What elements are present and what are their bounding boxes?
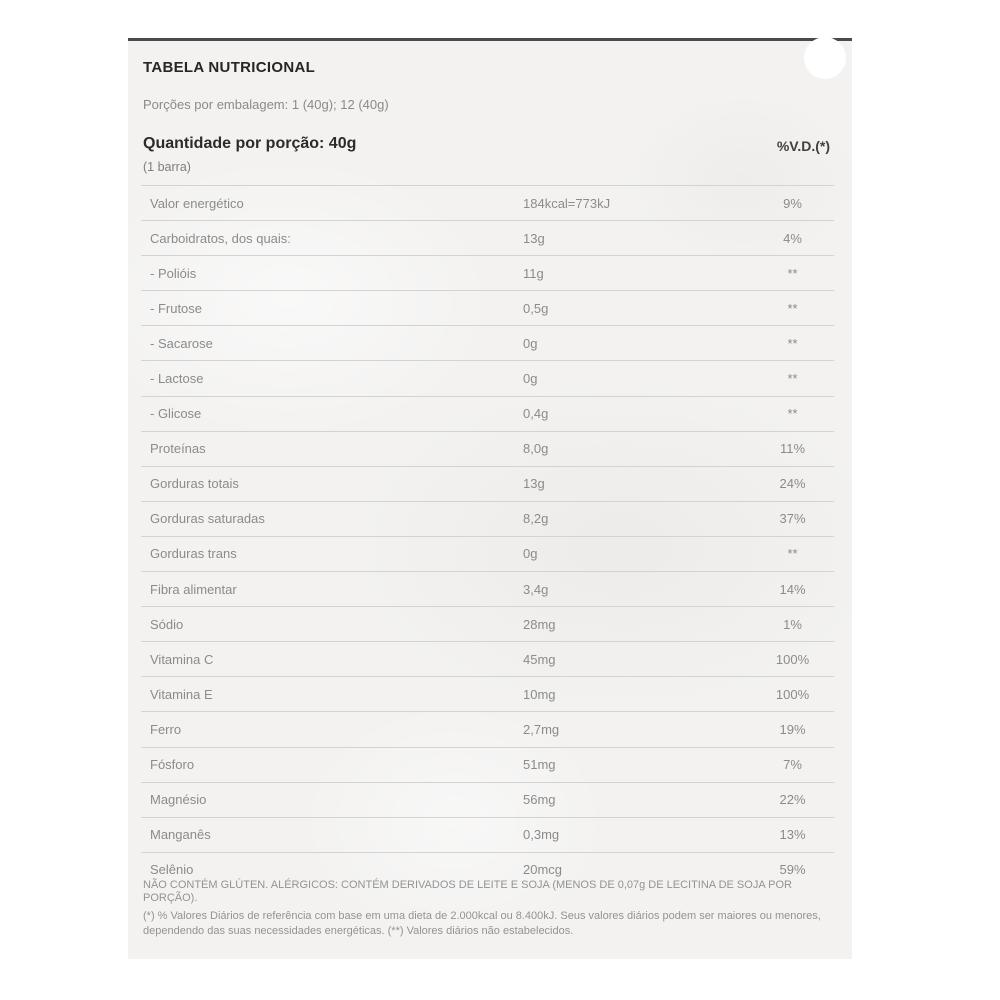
nutrient-amount: 20mcg	[523, 862, 563, 878]
nutrient-label: - Frutose	[150, 300, 203, 316]
table-row	[141, 818, 834, 853]
table-row	[141, 326, 834, 361]
nutrient-amount: 2,7mg	[523, 721, 560, 737]
table-row	[141, 607, 834, 642]
nutrient-daily-value: **	[787, 546, 798, 562]
nutrient-amount: 56mg	[523, 792, 556, 808]
nutrient-label: Selênio	[150, 862, 194, 878]
nutrient-daily-value: **	[787, 300, 798, 316]
nutrient-amount: 0g	[523, 371, 538, 387]
nutrient-daily-value: 22%	[779, 792, 806, 808]
nutrient-daily-value: **	[787, 265, 798, 281]
nutrient-amount: 0g	[523, 546, 538, 562]
nutrient-amount: 0,3mg	[523, 827, 560, 843]
nutrient-daily-value: 1%	[783, 616, 802, 632]
nutrient-label: - Glicose	[150, 406, 202, 422]
nutrient-label: - Polióis	[150, 265, 197, 281]
table-row	[141, 572, 834, 607]
nutrient-label: Magnésio	[150, 792, 207, 808]
table-row	[141, 748, 834, 783]
nutrient-amount: 51mg	[523, 757, 556, 773]
table-row	[141, 502, 834, 537]
table-row	[141, 677, 834, 712]
nutrient-amount: 3,4g	[523, 581, 549, 597]
table-row	[141, 291, 834, 326]
nutrient-label: Valor energético	[150, 195, 244, 211]
nutrient-amount: 45mg	[523, 651, 556, 667]
table-row	[141, 361, 834, 396]
nutrient-daily-value: 24%	[779, 476, 806, 492]
nutrient-amount: 10mg	[523, 686, 556, 702]
nutrient-label: - Sacarose	[150, 335, 213, 351]
portion-subtitle: (1 barra)	[143, 160, 191, 174]
nutrition-table	[141, 185, 834, 887]
nutrient-label: Vitamina E	[150, 686, 213, 702]
nutrient-daily-value: 100%	[775, 651, 810, 667]
daily-values-footnote: (*) % Valores Diários de referência com base em uma dieta de 2.000kcal ou 8.400kJ. Seus valores diários podem ser maiores ou menores, dependendo das suas necessidades energéticas. (**) Valores diários não estabelecidos.	[143, 910, 821, 937]
nutrient-label: Sódio	[150, 616, 184, 632]
table-row	[141, 221, 834, 256]
nutrient-daily-value: 37%	[779, 511, 806, 527]
nutrient-daily-value: **	[787, 335, 798, 351]
allergen-note: NÃO CONTÉM GLÚTEN. ALÉRGICOS: CONTÉM DERIVADOS DE LEITE E SOJA (MENOS DE 0,07g DE LECITINA DE SOJA POR PORÇÃO).	[143, 879, 792, 904]
nutrient-daily-value: 100%	[775, 686, 810, 702]
nutrient-daily-value: 59%	[779, 862, 806, 878]
nutrient-amount: 13g	[523, 230, 545, 246]
nutrition-label-panel	[128, 38, 852, 959]
nutrient-amount: 28mg	[523, 616, 556, 632]
servings-per-package: Porções por embalagem: 1 (40g); 12 (40g)	[143, 97, 389, 112]
table-row	[141, 432, 834, 467]
daily-value-column-header: %V.D.(*)	[776, 138, 830, 154]
nutrient-amount: 0,4g	[523, 406, 549, 422]
nutrient-label: Vitamina C	[150, 651, 214, 667]
portion-quantity-heading: Quantidade por porção: 40g	[143, 135, 357, 152]
nutrient-amount: 13g	[523, 476, 545, 492]
nutrient-amount: 0g	[523, 335, 538, 351]
nutrient-label: Carboidratos, dos quais:	[150, 230, 291, 246]
table-row	[141, 712, 834, 747]
nutrient-label: - Lactose	[150, 371, 204, 387]
nutrient-label: Gorduras trans	[150, 546, 237, 562]
nutrient-daily-value: 4%	[783, 230, 802, 246]
nutrient-amount: 184kcal=773kJ	[523, 195, 611, 211]
nutrient-amount: 8,0g	[523, 441, 549, 457]
nutrient-label: Manganês	[150, 827, 211, 843]
nutrient-daily-value: 14%	[779, 581, 806, 597]
nutrient-label: Ferro	[150, 721, 182, 737]
nutrient-daily-value: **	[787, 371, 798, 387]
nutrient-label: Fósforo	[150, 757, 195, 773]
gallery-dot-overlay	[804, 37, 846, 79]
nutrient-daily-value: 7%	[783, 757, 802, 773]
nutrient-label: Gorduras saturadas	[150, 511, 265, 527]
table-row	[141, 397, 834, 432]
table-row	[141, 186, 834, 221]
nutrition-table-title: TABELA NUTRICIONAL	[143, 59, 316, 76]
nutrient-daily-value: 9%	[783, 195, 802, 211]
nutrient-amount: 0,5g	[523, 300, 549, 316]
nutrient-amount: 8,2g	[523, 511, 549, 527]
table-row	[141, 642, 834, 677]
nutrient-daily-value: 19%	[779, 721, 806, 737]
nutrient-daily-value: 11%	[779, 441, 806, 457]
nutrient-amount: 11g	[523, 265, 544, 281]
table-row	[141, 256, 834, 291]
table-row	[141, 467, 834, 502]
nutrient-label: Proteínas	[150, 441, 206, 457]
table-row	[141, 783, 834, 818]
table-row	[141, 537, 834, 572]
nutrient-daily-value: 13%	[779, 827, 806, 843]
nutrient-label: Fibra alimentar	[150, 581, 237, 597]
nutrient-label: Gorduras totais	[150, 476, 239, 492]
nutrient-daily-value: **	[787, 406, 798, 422]
